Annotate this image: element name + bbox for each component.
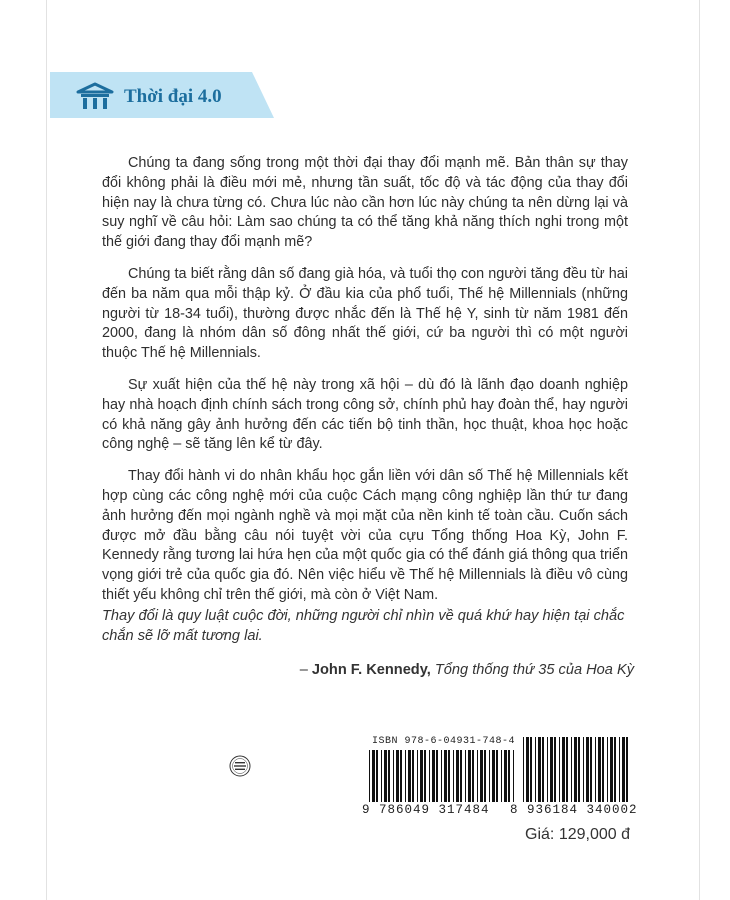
barcode-bar — [444, 750, 447, 802]
barcode-bar — [504, 750, 507, 802]
barcode-bar — [412, 750, 414, 802]
paragraph: Chúng ta đang sống trong một thời đại thay đổi mạnh mẽ. Bản thân sự thay đổi không phải là điều mới mẻ, nhưng tần suất, tốc độ và tác động của thay đổi hiện nay là chưa từng có. Chưa lúc nào cần hơn lúc này chúng ta nên dừng lại và suy nghĩ về câu hỏi: Làm sao chúng ta có thể tăng khả năng thích nghi trong một thế giới đang thay đổi mạnh mẽ? — [102, 155, 628, 251]
barcode-bar — [393, 750, 394, 802]
barcode-bar — [432, 750, 435, 802]
barcode-bar — [477, 750, 478, 802]
barcode-bar — [448, 750, 450, 802]
barcode-bar — [583, 737, 584, 802]
quote-text: Thay đổi là quy luật cuộc đời, những người chỉ nhìn về quá khứ hay hiện tại chắc chắn sẽ lỡ mất tương lai. — [102, 608, 625, 644]
barcode-bar — [578, 737, 580, 802]
barcode-bar — [424, 750, 426, 802]
barcode-bar — [562, 737, 565, 802]
barcode-bar — [372, 750, 375, 802]
barcode-bar — [538, 737, 541, 802]
product-barcode — [521, 737, 631, 802]
barcode-bar — [571, 737, 572, 802]
barcode-bar — [405, 750, 406, 802]
quote-author: John F. Kennedy, — [311, 662, 431, 678]
barcode-bar — [472, 750, 474, 802]
barcode-bar — [513, 750, 514, 802]
product-barcode-number: 8 936184 340002 — [510, 803, 638, 817]
barcode-bar — [590, 737, 592, 802]
barcode-bar — [554, 737, 556, 802]
barcode-bar — [468, 750, 471, 802]
barcode-bar — [566, 737, 568, 802]
quote-author-role: Tổng thống thứ 35 của Hoa Kỳ — [434, 662, 634, 678]
barcode-bar — [610, 737, 613, 802]
barcode-bar — [574, 737, 577, 802]
barcode-bar — [388, 750, 390, 802]
barcode-bar — [429, 750, 430, 802]
barcode-bar — [614, 737, 616, 802]
barcode-bar — [547, 737, 548, 802]
barcode-bar — [622, 737, 625, 802]
barcode-bar — [369, 750, 370, 802]
barcode-bar — [396, 750, 399, 802]
barcode-bar — [535, 737, 536, 802]
isbn-barcode-number: 9 786049 317484 — [362, 803, 490, 817]
barcode-bar — [417, 750, 418, 802]
price-label: Giá: 129,000 đ — [525, 826, 630, 843]
barcode-bar — [441, 750, 442, 802]
barcode-bar — [436, 750, 438, 802]
barcode-bar — [480, 750, 483, 802]
barcode-bar — [501, 750, 502, 802]
paragraph: Chúng ta biết rằng dân số đang già hóa, và tuổi thọ con người tăng đều từ hai đến ba năm qua mỗi thập kỷ. Ở đầu kia của phổ tuổi, Thế hệ Millennials (những người từ 18-34 tuổi), thường được nhắc đến là Thế hệ Y, sinh từ năm 1981 đến 2000, đang là nhóm dân số đông nhất thế giới, cứ ba người thì có một người thuộc Thế hệ Millennials. — [102, 265, 628, 362]
barcode-bar — [381, 750, 382, 802]
barcode-bar — [607, 737, 608, 802]
barcode-bar — [526, 737, 529, 802]
barcode-bar — [460, 750, 462, 802]
barcode-bar — [489, 750, 490, 802]
paragraph: Thay đổi hành vi do nhân khẩu học gắn liền với dân số Thế hệ Millennials kết hợp cùng các công nghệ mới của cuộc Cách mạng công nghiệp lần thứ tư đang ảnh hưởng đến mọi ngành nghề và mọi mặt của nền kinh tế toàn cầu. Cuốn sách được mở đầu bằng câu nói tuyệt vời của cựu Tổng thống Hoa Kỳ, John F. Kennedy rằng tương lai hứa hẹn của một quốc gia có thể đánh giá thông qua triển vọng giới trẻ của quốc gia đó. Nên việc hiểu về Thế hệ Millennials là điều vô cùng thiết yếu không chỉ trên thế giới, mà còn ở Việt Nam. — [102, 468, 628, 603]
barcode-bar — [508, 750, 510, 802]
barcode-bar — [542, 737, 544, 802]
barcode-bar — [619, 737, 620, 802]
barcode-bar — [453, 750, 454, 802]
quote-attribution — [300, 662, 634, 678]
barcode-bar — [420, 750, 423, 802]
series-title: Thời đại 4.0 — [124, 86, 222, 107]
barcode-bar — [550, 737, 553, 802]
barcode-bar — [530, 737, 532, 802]
barcode-bar — [559, 737, 560, 802]
paragraph: Sự xuất hiện của thế hệ này trong xã hội – dù đó là lãnh đạo doanh nghiệp hay nhà hoạch định chính sách trong công sở, chính phủ hay đoàn thể, hay người có khả năng gây ảnh hưởng đến các tiến bộ tinh thần, học thuật, khoa học hoặc công nghệ – sẽ tăng lên kể từ đây. — [102, 376, 628, 453]
barcode-bar — [384, 750, 387, 802]
isbn-label: ISBN 978-6-04931-748-4 — [372, 736, 516, 747]
barcode-bar — [376, 750, 378, 802]
barcode-bar — [595, 737, 596, 802]
pillars-icon — [76, 82, 114, 110]
body-text — [102, 154, 628, 618]
publisher-seal-icon — [229, 755, 251, 777]
barcode-bar — [602, 737, 604, 802]
barcode-bar — [400, 750, 402, 802]
barcode-bar — [492, 750, 495, 802]
barcode-bar — [465, 750, 466, 802]
barcode-bar — [408, 750, 411, 802]
barcode-bar — [598, 737, 601, 802]
barcode-bar — [626, 737, 628, 802]
attribution-dash: – — [299, 662, 312, 678]
barcode-bar — [586, 737, 589, 802]
isbn-barcode — [367, 750, 518, 802]
barcode-bar — [456, 750, 459, 802]
barcode-bar — [484, 750, 486, 802]
barcode-bar — [496, 750, 498, 802]
barcode-bar — [523, 737, 524, 802]
